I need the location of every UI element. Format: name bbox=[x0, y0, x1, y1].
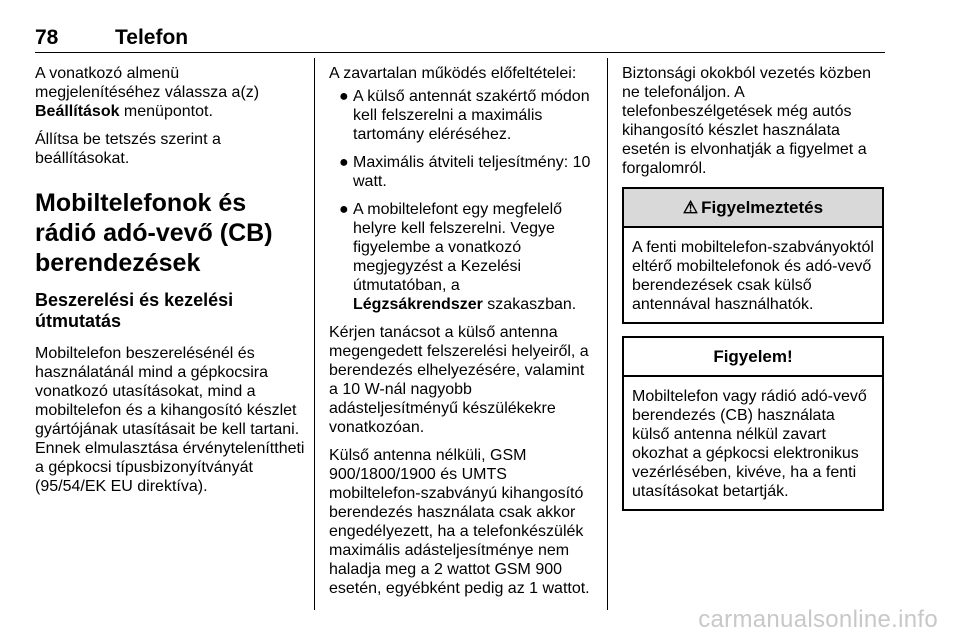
list-item bbox=[329, 153, 594, 191]
section-heading: Mobiltelefonok és rádió adó-vevő (CB) berendezések bbox=[35, 189, 273, 277]
warning-box bbox=[622, 187, 884, 324]
list-item-text: szakaszban. bbox=[482, 296, 577, 313]
notice-title: Figyelem! bbox=[624, 338, 882, 377]
paragraph-text: A vonatkozó almenü megjelenítéséhez válassza a(z) bbox=[35, 65, 260, 101]
column-1 bbox=[35, 64, 307, 505]
column-divider-1 bbox=[314, 58, 315, 610]
airbag-term: Légzsákrendszer bbox=[353, 296, 483, 313]
page-header bbox=[35, 26, 885, 52]
bullet-icon: ● bbox=[339, 154, 349, 171]
column-2 bbox=[329, 64, 594, 607]
warning-icon: ⚠ bbox=[682, 198, 699, 217]
paragraph-safety: Biztonsági okokból vezetés közben ne telefonáljon. A telefonbeszélgetések még autós kihangosító készlet használata esetén is elvonhatják a figyelmet a forgalomról. bbox=[622, 65, 872, 177]
list-item-text: A külső antennát szakértő módon kell felszerelni a maximális tartomány eléréséhez. bbox=[353, 88, 590, 143]
paragraph-installation: Mobiltelefon beszerelésénél és használatánál mind a gépkocsira vonatkozó utasításokat, mind a mobiltelefon és a kihangosító készlet gyártójának utasításait be kell tartani. Ennek elmulasztása érvényteleníttheti a gépkocsi típusbizonyítványát (95/54/EK EU direktíva). bbox=[35, 345, 305, 495]
paragraph-text: menüpontot. bbox=[119, 103, 213, 120]
page-number: 78 bbox=[35, 26, 59, 49]
header-rule bbox=[35, 52, 885, 53]
paragraph-settings: Állítsa be tetszés szerint a beállításokat. bbox=[35, 131, 221, 167]
settings-term: Beállítások bbox=[35, 103, 120, 120]
paragraph-handsfree: Külső antenna nélküli, GSM 900/1800/1900 és UMTS mobiltelefon-szabványú kihangosító berendezés használata csak akkor engedélyezett, ha a telefonkészülék maximális adásteljesítménye nem haladja meg a 2 wattot GSM 900 esetén, egyébként pedig az 1 wattot. bbox=[329, 447, 590, 597]
paragraph-antenna-advice: Kérjen tanácsot a külső antenna megengedett felszerelési helyeiről, a berendezés elhelyezésére, valamint a 10 W-nál nagyobb adásteljesítményű készülékekre vonatkozóan. bbox=[329, 324, 589, 436]
paragraph-conditions-intro: A zavartalan működés előfeltételei: bbox=[329, 65, 577, 82]
list-item bbox=[329, 87, 594, 144]
notice-box bbox=[622, 336, 884, 511]
bullet-icon: ● bbox=[339, 201, 349, 218]
bullet-icon: ● bbox=[339, 88, 349, 105]
conditions-list bbox=[329, 87, 594, 314]
list-item-text: Maximális átviteli teljesítmény: 10 watt. bbox=[353, 154, 591, 190]
watermark: carmanualsonline.info bbox=[698, 606, 938, 633]
list-item bbox=[329, 200, 594, 314]
column-divider-2 bbox=[607, 58, 608, 610]
paragraph-submenu bbox=[35, 64, 307, 121]
subsection-heading: Beszerelési és kezelési útmutatás bbox=[35, 290, 234, 331]
list-item-text: A mobiltelefont egy megfelelő helyre kell felszerelni. Vegye figyelembe a vonatkozó megjegyzést a Kezelési útmutatóban, a bbox=[353, 201, 563, 294]
warning-title: Figyelmeztetés bbox=[701, 198, 824, 217]
warning-text: A fenti mobiltelefon-szabványoktól eltérő mobiltelefonok és adó-vevő berendezések csak külső antennával használhatók. bbox=[632, 239, 874, 313]
running-title: Telefon bbox=[115, 26, 189, 49]
notice-text: Mobiltelefon vagy rádió adó-vevő berendezés (CB) használata külső antenna nélkül zavart okozhat a gépkocsi elektronikus vezérlésében, kivéve, ha a fenti utasításokat betartják. bbox=[632, 388, 867, 500]
column-3 bbox=[622, 64, 884, 523]
warning-header bbox=[624, 189, 882, 228]
